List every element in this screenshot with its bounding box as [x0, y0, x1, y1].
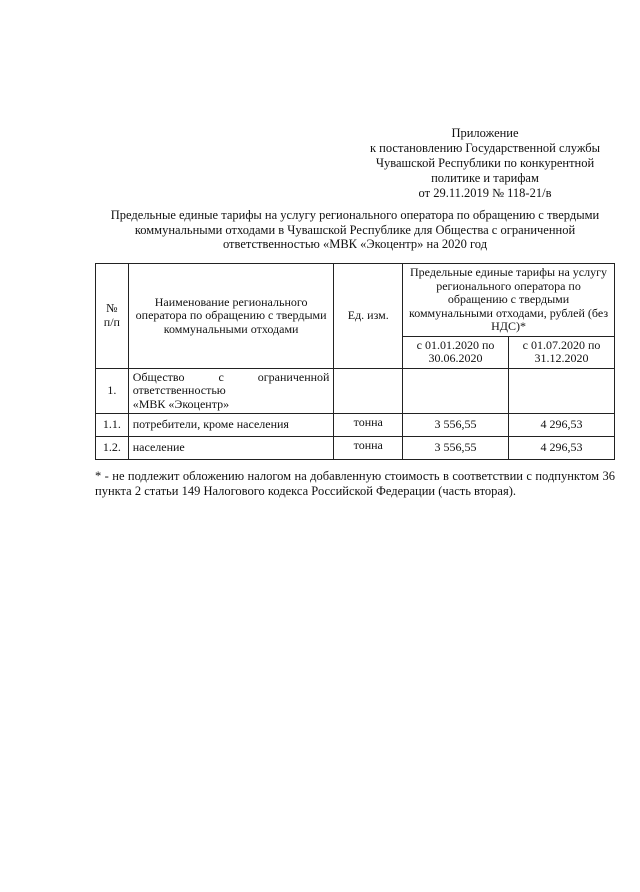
appendix-line: к постановлению Государственной службы — [369, 141, 601, 155]
appendix-line: политике и тарифам — [431, 171, 539, 185]
row-value-period-2: 4 296,53 — [509, 437, 615, 460]
appendix-block — [360, 126, 610, 201]
row-organization-name — [128, 368, 334, 414]
row-value-empty — [403, 368, 509, 414]
row-value-empty — [509, 368, 615, 414]
row-name: население — [128, 437, 334, 460]
org-word: с — [218, 369, 224, 384]
table-row — [96, 414, 615, 437]
row-value-period-1: 3 556,55 — [403, 437, 509, 460]
tariff-table — [95, 263, 615, 460]
header-tariff: Предельные единые тарифы на услугу регионального оператора по обращению с твердыми коммунальными отходами, рублей (без НДС)* — [403, 264, 615, 337]
row-unit: тонна — [334, 414, 403, 437]
org-word: Общество — [132, 369, 185, 384]
row-unit: тонна — [334, 437, 403, 460]
row-num: 1.2. — [96, 437, 129, 460]
header-name: Наименование регионального оператора по обращению с твердыми коммунальными отходами — [128, 264, 334, 369]
row-value-period-1: 3 556,55 — [403, 414, 509, 437]
row-unit-empty — [334, 368, 403, 414]
header-period-1: с 01.01.2020 по 30.06.2020 — [403, 336, 509, 368]
header-unit: Ед. изм. — [334, 264, 403, 369]
title-line: Предельные единые тарифы на услугу регионального оператора по обращению с твердыми — [110, 208, 600, 222]
header-period-2: с 01.07.2020 по 31.12.2020 — [509, 336, 615, 368]
appendix-line: Чувашской Республики по конкурентной — [375, 156, 595, 170]
title-line: ответственностью «МВК «Экоцентр» на 2020 год — [222, 237, 488, 251]
row-value-period-2: 4 296,53 — [509, 414, 615, 437]
row-num: 1. — [96, 368, 129, 414]
org-line: «МВК «Экоцентр» — [132, 396, 230, 411]
org-word: ограниченной — [257, 369, 330, 384]
title-line: коммунальными отходами в Чувашской Республике для Общества с ограниченной — [134, 222, 576, 237]
row-num: 1.1. — [96, 414, 129, 437]
table-row-organization — [96, 368, 615, 414]
header-num: № п/п — [96, 264, 129, 369]
row-name: потребители, кроме населения — [128, 414, 334, 437]
appendix-line: Приложение — [451, 126, 519, 140]
footnote: * - не подлежит обложению налогом на добавленную стоимость в соответствии с подпунктом 36 пункта 2 статьи 149 Налогового кодекса Российской Федерации (часть вторая). — [95, 469, 615, 498]
table-header-row — [96, 264, 615, 337]
table-row — [96, 437, 615, 460]
org-line: ответственностью — [132, 383, 226, 397]
appendix-line: от 29.11.2019 № 118-21/в — [418, 186, 552, 200]
document-title — [95, 208, 615, 252]
